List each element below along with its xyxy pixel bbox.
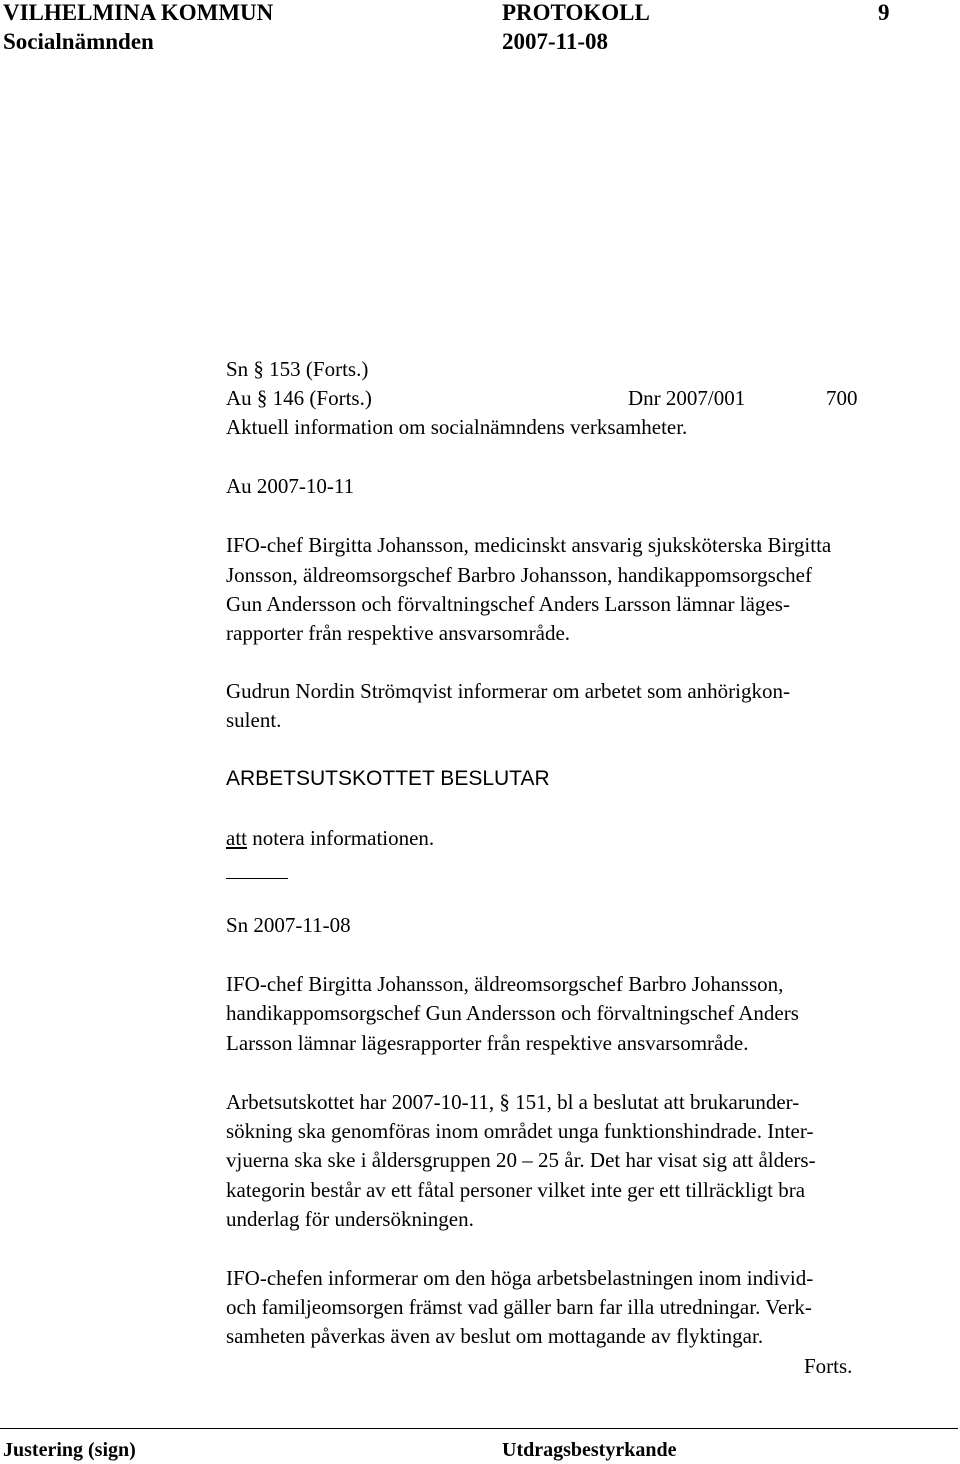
au-para2-line: Gudrun Nordin Strömqvist informerar om arbetet som anhörigkon- (226, 679, 790, 703)
au-para1-line: IFO-chef Birgitta Johansson, medicinskt ansvarig sjuksköterska Birgitta (226, 533, 832, 557)
sn-para3-line: samheten påverkas även av beslut om mottagande av flyktingar. (226, 1324, 764, 1348)
att-keyword: att (226, 826, 247, 850)
sn-para2-line: vjuerna ska ske i åldersgruppen 20 – 25 år. Det har visat sig att ålders- (226, 1148, 816, 1172)
sn-para1-line: Larsson lämnar lägesrapporter från respektive ansvarsområde. (226, 1031, 749, 1055)
au-para2-line: sulent. (226, 708, 282, 732)
au-para1-line: Gun Andersson och förvaltningschef Anders Larsson lämnar läges- (226, 592, 790, 616)
signature-label: Justering (sign) (3, 1439, 136, 1461)
continued-label: Forts. (804, 1354, 853, 1378)
dnr-number: Dnr 2007/001 (628, 386, 746, 410)
au-section-heading: Au 2007-10-11 (226, 474, 355, 498)
decision-heading: ARBETSUTSKOTTET BESLUTAR (226, 767, 550, 790)
sn-para1-line: IFO-chef Birgitta Johansson, äldreomsorgschef Barbro Johansson, (226, 972, 784, 996)
au-para1-line: Jonsson, äldreomsorgschef Barbro Johansson, handikappomsorgschef (226, 563, 812, 587)
sn-para3-line: IFO-chefen informerar om den höga arbetsbelastningen inom individ- (226, 1266, 814, 1290)
meeting-date: 2007-11-08 (502, 29, 609, 54)
sn-para2-line: kategorin består av ett fåtal personer vilket inte ger ett tillräckligt bra (226, 1178, 806, 1202)
au-para1-line: rapporter från respektive ansvarsområde. (226, 621, 571, 645)
sn-para3-line: och familjeomsorgen främst vad gäller barn far illa utredningar. Verk- (226, 1295, 812, 1319)
dnr-code: 700 (826, 386, 858, 410)
sn-section-heading: Sn 2007-11-08 (226, 913, 351, 937)
au-paragraph-ref: Au § 146 (Forts.) (226, 386, 372, 410)
subject-line: Aktuell information om socialnämndens verksamheter. (226, 415, 688, 439)
committee-name: Socialnämnden (3, 29, 154, 54)
sn-paragraph-ref: Sn § 153 (Forts.) (226, 357, 369, 381)
section-divider (226, 878, 288, 879)
sn-para1-line: handikappomsorgschef Gun Andersson och förvaltningschef Anders (226, 1001, 799, 1025)
sn-para2-line: underlag för undersökningen. (226, 1207, 474, 1231)
extract-label: Utdragsbestyrkande (502, 1439, 677, 1461)
decision-line (226, 825, 434, 851)
sn-para2-line: Arbetsutskottet har 2007-10-11, § 151, bl a beslutat att brukarunder- (226, 1090, 800, 1114)
document-type: PROTOKOLL (502, 0, 650, 25)
sn-para2-line: sökning ska genomföras inom området unga funktionshindrade. Inter- (226, 1119, 814, 1143)
footer-divider (0, 1428, 958, 1429)
page-number: 9 (878, 0, 890, 25)
decision-text: notera informationen. (247, 826, 435, 850)
municipality-name: VILHELMINA KOMMUN (3, 0, 274, 25)
